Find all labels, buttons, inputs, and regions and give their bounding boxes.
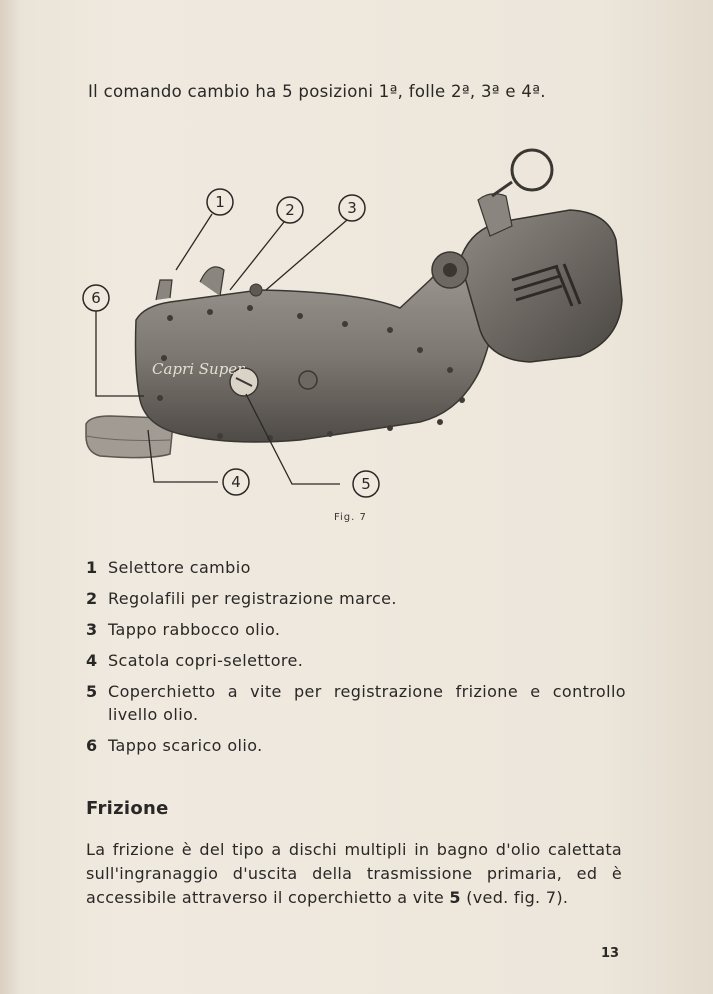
legend-item	[86, 618, 626, 641]
legend-text: Scatola copri-selettore.	[108, 651, 304, 670]
callout-3	[339, 195, 365, 221]
page-number: 13	[601, 946, 620, 961]
parts-legend	[86, 556, 626, 765]
callout-4	[223, 469, 249, 495]
legend-text: Tappo scarico olio.	[108, 736, 263, 755]
crankcase	[136, 268, 494, 443]
legend-text: Regolafili per registrazione marce.	[108, 589, 397, 608]
legend-number: 5	[86, 682, 98, 701]
figure-caption: Fig. 7	[334, 512, 367, 523]
legend-number: 2	[86, 589, 98, 608]
legend-number: 4	[86, 651, 98, 670]
callout-2	[277, 197, 303, 223]
legend-item	[86, 556, 626, 579]
callout-6	[83, 285, 109, 311]
legend-number: 6	[86, 736, 98, 755]
figure-reference-number: 5	[449, 888, 461, 907]
callout-5	[353, 471, 379, 497]
intro-paragraph: Il comando cambio ha 5 posizioni 1ª, folle 2ª, 3ª e 4ª.	[88, 82, 546, 101]
legend-text: Coperchietto a vite per registrazione frizione e controllo livello olio.	[108, 682, 626, 724]
svg-text:6: 6	[91, 289, 101, 307]
engine-illustration	[60, 130, 660, 530]
engine-figure	[60, 130, 660, 530]
legend-number: 3	[86, 620, 98, 639]
svg-text:4: 4	[231, 473, 241, 491]
legend-item	[86, 734, 626, 757]
cylinder	[460, 210, 622, 362]
section-paragraph	[86, 838, 622, 910]
paragraph-text-end: (ved. fig. 7).	[460, 888, 569, 907]
cable-loop	[512, 150, 552, 190]
svg-text:3: 3	[347, 199, 357, 217]
section-title: Frizione	[86, 798, 169, 819]
legend-text: Tappo rabbocco olio.	[108, 620, 281, 639]
svg-text:5: 5	[361, 475, 371, 493]
svg-text:2: 2	[285, 201, 295, 219]
legend-item	[86, 680, 626, 726]
capri-logo: Capri Super	[152, 360, 245, 378]
legend-item	[86, 649, 626, 672]
paragraph-text: La frizione è del tipo a dischi multipli in bagno d'olio calettata sull'ingranaggio d'uscita della trasmissione primaria, ed è accessibile attraverso il coperchietto a vite	[86, 840, 622, 907]
svg-text:1: 1	[215, 193, 225, 211]
legend-number: 1	[86, 558, 98, 577]
legend-text: Selettore cambio	[108, 558, 251, 577]
legend-item	[86, 587, 626, 610]
callout-1	[207, 189, 233, 215]
